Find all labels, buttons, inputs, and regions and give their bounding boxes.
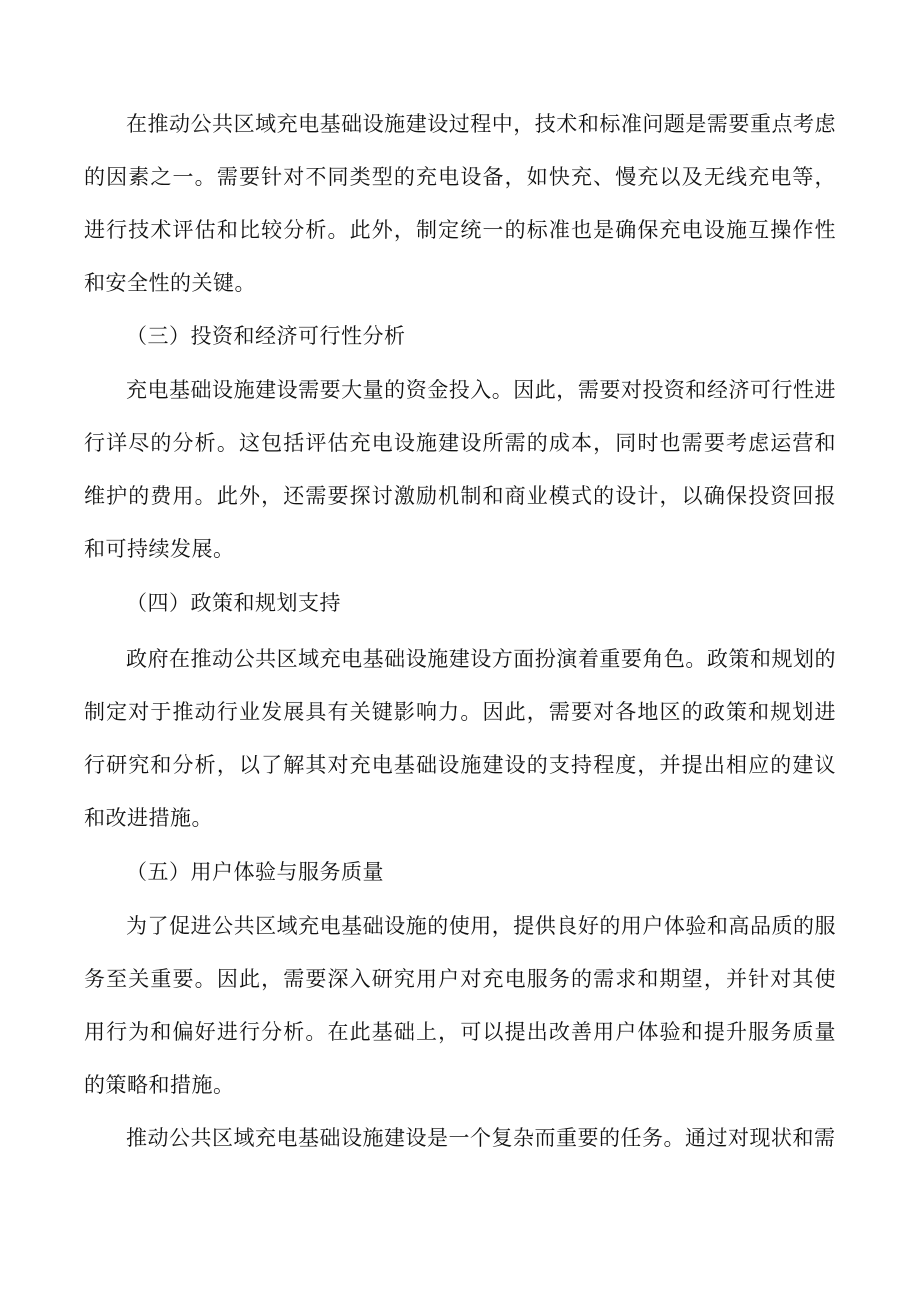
paragraph-text: 在推动公共区域充电基础设施建设过程中，技术和标准问题是需要重点考虑的因素之一。需要针对不同类型的充电设备，如快充、慢充以及无线充电等，进行技术评估和比较分析。此外，制定统一的标准也是确保充电设施互操作性和安全性的关键。 — [84, 112, 836, 295]
section-heading-investment — [84, 310, 836, 363]
paragraph-investment — [84, 364, 836, 576]
paragraph-text: 政府在推动公共区域充电基础设施建设方面扮演着重要角色。政策和规划的制定对于推动行业发展具有关键影响力。因此，需要对各地区的政策和规划进行研究和分析，以了解其对充电基础设施建设的支持程度，并提出相应的建议和改进措施。 — [84, 647, 836, 830]
paragraph-text: 充电基础设施建设需要大量的资金投入。因此，需要对投资和经济可行性进行详尽的分析。这包括评估充电设施建设所需的成本，同时也需要考虑运营和维护的费用。此外，还需要探讨激励机制和商业模式的设计，以确保投资回报和可持续发展。 — [84, 378, 836, 561]
paragraph-text: 为了促进公共区域充电基础设施的使用，提供良好的用户体验和高品质的服务至关重要。因此，需要深入研究用户对充电服务的需求和期望，并针对其使用行为和偏好进行分析。在此基础上，可以提出改善用户体验和提升服务质量的策略和措施。 — [84, 914, 836, 1097]
paragraph-policy — [84, 633, 836, 845]
paragraph-user-experience — [84, 900, 836, 1112]
paragraph-technical-standards — [84, 98, 836, 310]
heading-text: （五）用户体验与服务质量 — [126, 860, 384, 884]
section-heading-policy — [84, 577, 836, 630]
paragraph-text: 推动公共区域充电基础设施建设是一个复杂而重要的任务。通过对现状和需 — [126, 1126, 836, 1150]
section-heading-user-experience — [84, 846, 836, 899]
paragraph-conclusion — [84, 1112, 836, 1165]
heading-text: （三）投资和经济可行性分析 — [126, 324, 406, 348]
heading-text: （四）政策和规划支持 — [126, 591, 341, 615]
